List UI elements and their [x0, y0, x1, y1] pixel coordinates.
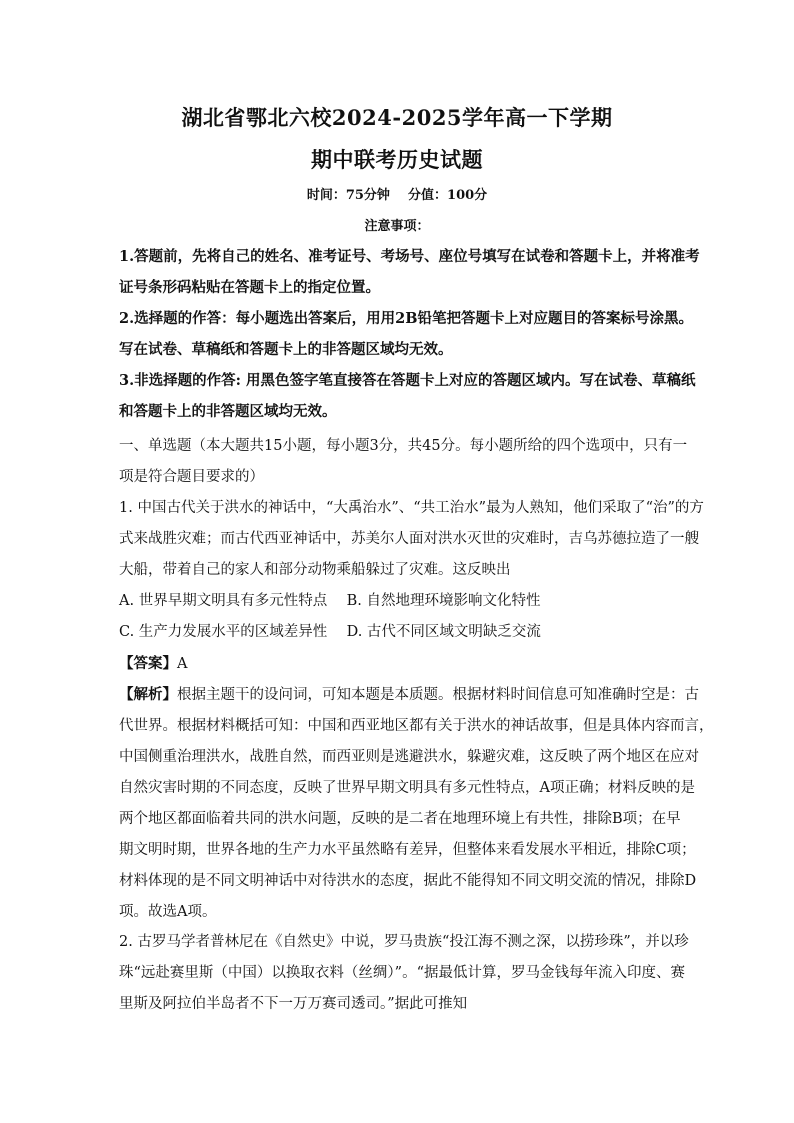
analysis-line: 期文明时期，世界各地的生产力水平虽然略有差异，但整体来看发展水平相近，排除C项； [119, 842, 696, 858]
notice-3-line-1: 3.非选择题的作答: 用黑色签字笔直接答在答题卡上对应的答题区域内。写在试卷、草稿纸 [119, 372, 696, 389]
question-1-analysis [119, 679, 714, 928]
question-1-option-b[interactable]: B. 自然地理环境影响文化特性 [346, 593, 541, 609]
notice-heading: 注意事项： [364, 219, 430, 234]
exam-title-line-1: 湖北省鄂北六校2024-2025学年高一下学期 [181, 105, 613, 130]
question-1-option-c[interactable]: C. 生产力发展水平的区域差异性 [119, 624, 328, 640]
analysis-line: 材料体现的是不同文明神话中对待洪水的态度，据此不能得知不同文明交流的情况，排除D [119, 873, 697, 889]
notice-3-line-2: 和答题卡上的非答题区域均无效。 [119, 403, 337, 420]
question-1-options-row-1 [119, 586, 540, 617]
analysis-line: 代世界。根据材料概括可知：中国和西亚地区都有关于洪水的神话故事，但是具体内容而言， [119, 718, 714, 734]
notice-1-line-2: 证号条形码粘贴在答题卡上的指定位置。 [119, 279, 380, 296]
analysis-line: 自然灾害时期的不同态度，反映了世界早期文明具有多元性特点，A项正确；材料反映的是 [119, 780, 695, 796]
question-1-stem [119, 493, 704, 586]
question-2-stem-line-1: 2. 古罗马学者普林尼在《自然史》中说，罗马贵族“投江海不测之深，以捞珍珠”，并以珍 [119, 934, 689, 950]
section-heading [119, 431, 688, 493]
question-2-stem-line-3: 里斯及阿拉伯半岛者不下一万万赛司透司。”据此可推知 [119, 996, 468, 1012]
analysis-first-line: 根据主题干的设问词，可知本题是本质题。根据材料时间信息可知准确时空是：古 [177, 687, 699, 703]
question-1-stem-line-3: 大船，带着自己的家人和部分动物乘船躲过了灾难。这反映出 [119, 562, 511, 578]
question-1-answer [119, 648, 679, 680]
question-1-option-a[interactable]: A. 世界早期文明具有多元性特点 [119, 593, 328, 609]
section-heading-line-2: 项是符合题目要求的） [119, 469, 264, 485]
question-2-stem [119, 927, 689, 1020]
exam-time-and-score: 时间：75分钟 分值：100分 [306, 188, 488, 203]
answer-value: A [177, 656, 188, 672]
question-1-option-d[interactable]: D. 古代不同区域文明缺乏交流 [346, 624, 541, 640]
notice-2-line-2: 写在试卷、草稿纸和答题卡上的非答题区域均无效。 [119, 341, 453, 358]
analysis-tag: 【解析】 [119, 686, 177, 703]
notice-2-line-1: 2.选择题的作答：每小题选出答案后，用用2B铅笔把答题卡上对应题目的答案标号涂黑。 [119, 310, 693, 327]
section-heading-line-1: 一、单选题（本大题共15小题，每小题3分，共45分。每小题所给的四个选项中，只有一 [119, 438, 688, 454]
question-1-stem-line-1: 1. 中国古代关于洪水的神话中，“大禹治水”、“共工治水”最为人熟知，他们采取了“治”的方 [119, 500, 704, 516]
question-2-stem-line-2: 珠“远赴赛里斯（中国）以换取衣料（丝绸）”。“据最低计算，罗马金钱每年流入印度、赛 [119, 965, 685, 981]
analysis-line: 两个地区都面临着共同的洪水问题，反映的是二者在地理环境上有共性，排除B项；在早 [119, 811, 681, 827]
exam-title-line-2: 期中联考历史试题 [311, 147, 483, 172]
notices-section [119, 241, 700, 427]
analysis-line: 中国侧重治理洪水，战胜自然，而西亚则是逃避洪水，躲避灾难，这反映了两个地区在应对 [119, 749, 699, 765]
analysis-line: 项。故选A项。 [119, 904, 217, 920]
question-1-options-row-2 [119, 617, 541, 648]
answer-tag: 【答案】 [119, 655, 177, 672]
question-1-stem-line-2: 式来战胜灾难；而古代西亚神话中，苏美尔人面对洪水灭世的灾难时，吉乌苏德拉造了一艘 [119, 531, 699, 547]
notice-1-line-1: 1.答题前，先将自己的姓名、准考证号、考场号、座位号填写在试卷和答题卡上，并将准考 [119, 248, 700, 265]
